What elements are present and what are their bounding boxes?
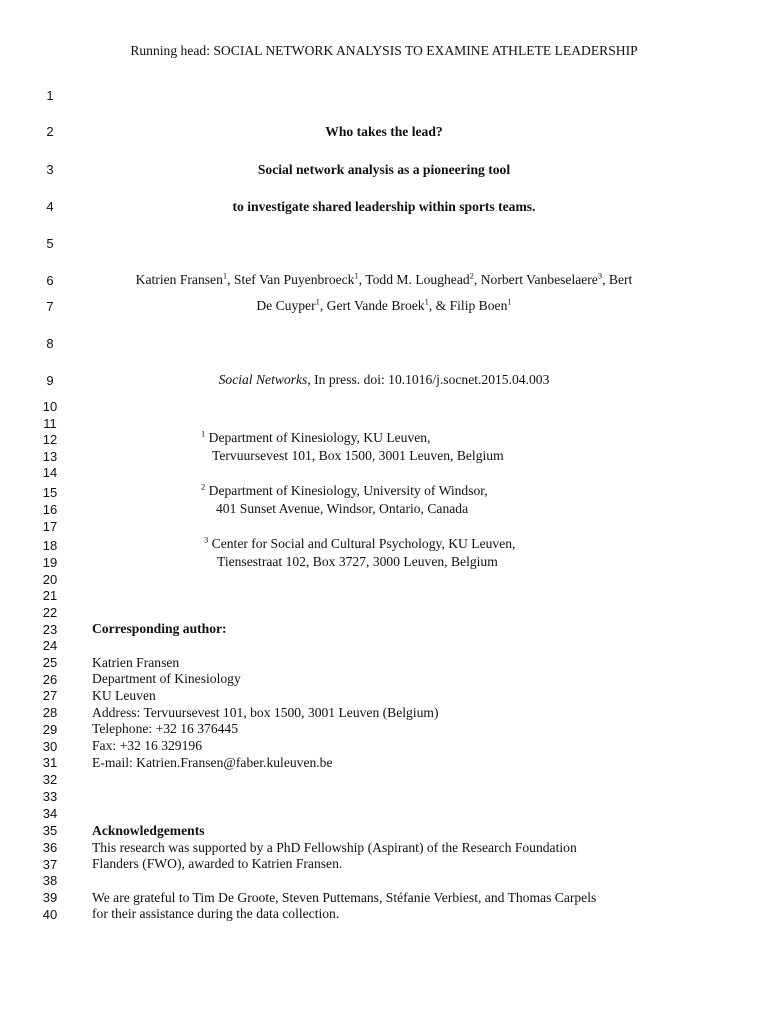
affiliation-number: 1 — [201, 428, 206, 439]
line-number: 35 — [42, 823, 58, 838]
author-name: De Cuyper — [256, 298, 316, 313]
affiliation-text: Department of Kinesiology, KU Leuven, — [205, 430, 431, 445]
line-number: 12 — [42, 432, 58, 447]
affiliation-superscript: 2 — [469, 270, 474, 281]
affiliation-number: 3 — [204, 534, 209, 545]
line-number: 19 — [42, 555, 58, 570]
line-number: 21 — [42, 588, 58, 603]
author-line-1 — [0, 272, 768, 288]
line-number: 38 — [42, 873, 58, 888]
acknowledgements-line: We are grateful to Tim De Groote, Steven Puttemans, Stéfanie Verbiest, and Thomas Carpels — [92, 890, 597, 905]
line-number: 8 — [46, 336, 54, 351]
affiliation-superscript: 1 — [315, 296, 320, 307]
corresponding-line: KU Leuven — [92, 688, 156, 703]
line-number: 16 — [42, 502, 58, 517]
line-number: 10 — [42, 399, 58, 414]
acknowledgements-heading: Acknowledgements — [92, 823, 205, 838]
corresponding-line: Katrien Fransen — [92, 655, 180, 670]
line-number: 23 — [42, 622, 58, 637]
author-name: , Stef Van Puyenbroeck — [227, 272, 355, 287]
publication-info — [0, 372, 768, 388]
corresponding-line: Address: Tervuursevest 101, box 1500, 3001 Leuven (Belgium) — [92, 705, 439, 720]
affiliation-superscript: 1 — [354, 270, 359, 281]
acknowledgements-line: for their assistance during the data collection. — [92, 906, 340, 921]
line-number: 31 — [42, 755, 58, 770]
corresponding-line: Department of Kinesiology — [92, 671, 241, 686]
line-number: 11 — [43, 416, 57, 431]
line-number: 2 — [46, 124, 54, 139]
affiliation-superscript: 1 — [222, 270, 228, 281]
line-number: 29 — [42, 722, 58, 737]
corresponding-line: Fax: +32 16 329196 — [92, 738, 202, 753]
affiliation-1-address: Tervuursevest 101, Box 1500, 3001 Leuven, Belgium — [212, 448, 504, 463]
author-name: , Bert — [602, 272, 633, 287]
line-number: 20 — [42, 572, 58, 587]
title-line-2: Social network analysis as a pioneering tool — [257, 162, 511, 177]
affiliation-superscript: 3 — [597, 270, 603, 281]
affiliation-3-address: Tiensestraat 102, Box 3727, 3000 Leuven, Belgium — [217, 554, 498, 569]
line-number: 37 — [42, 857, 58, 872]
line-number: 34 — [42, 806, 58, 821]
line-number: 1 — [46, 88, 54, 103]
email-line: E-mail: Katrien.Fransen@faber.kuleuven.be — [92, 755, 333, 770]
corresponding-heading: Corresponding author: — [92, 621, 227, 636]
affiliation-2 — [201, 483, 488, 499]
journal-name: Social Networks — [218, 372, 308, 387]
affiliation-1 — [201, 430, 431, 446]
line-number: 24 — [42, 638, 58, 653]
line-number: 14 — [42, 465, 58, 480]
affiliation-superscript: 1 — [424, 296, 429, 307]
line-number: 7 — [46, 299, 54, 314]
running-head: Running head: SOCIAL NETWORK ANALYSIS TO EXAMINE ATHLETE LEADERSHIP — [130, 43, 638, 58]
author-name: , Todd M. Loughead — [358, 272, 470, 287]
corresponding-line: Telephone: +32 16 376445 — [92, 721, 239, 736]
line-number: 9 — [46, 373, 54, 388]
author-line-2 — [0, 298, 768, 314]
affiliation-superscript: 1 — [507, 296, 512, 307]
title-line-3: to investigate shared leadership within sports teams. — [232, 199, 536, 214]
line-number: 27 — [42, 688, 58, 703]
line-number: 32 — [42, 772, 58, 787]
affiliation-text: Center for Social and Cultural Psychology, KU Leuven, — [208, 536, 516, 551]
author-name: , Norbert Vanbeselaere — [473, 272, 598, 287]
author-name: , & Filip Boen — [428, 298, 508, 313]
line-number: 3 — [46, 162, 54, 177]
affiliation-3 — [204, 536, 515, 552]
line-number: 22 — [42, 605, 58, 620]
line-number: 33 — [42, 789, 58, 804]
affiliation-text: Department of Kinesiology, University of Windsor, — [205, 483, 488, 498]
line-number: 28 — [42, 705, 58, 720]
affiliation-number: 2 — [201, 481, 206, 492]
line-number: 17 — [42, 519, 58, 534]
author-name: Katrien Fransen — [135, 272, 223, 287]
line-number: 30 — [42, 739, 58, 754]
line-number: 15 — [42, 485, 58, 500]
line-number: 40 — [42, 907, 58, 922]
line-number: 18 — [42, 538, 58, 553]
acknowledgements-line: This research was supported by a PhD Fellowship (Aspirant) of the Research Foundation — [92, 840, 577, 855]
line-number: 26 — [42, 672, 58, 687]
acknowledgements-line: Flanders (FWO), awarded to Katrien Fransen. — [92, 856, 343, 871]
line-number: 5 — [46, 236, 54, 251]
line-number: 13 — [42, 449, 58, 464]
author-name: , Gert Vande Broek — [319, 298, 425, 313]
line-number: 6 — [46, 273, 54, 288]
line-number: 4 — [46, 199, 54, 214]
line-number: 39 — [42, 890, 58, 905]
title-line-1: Who takes the lead? — [325, 124, 443, 139]
doi-text: , In press. doi: 10.1016/j.socnet.2015.04.003 — [307, 372, 550, 387]
line-number: 25 — [42, 655, 58, 670]
line-number: 36 — [42, 840, 58, 855]
affiliation-2-address: 401 Sunset Avenue, Windsor, Ontario, Canada — [216, 501, 469, 516]
